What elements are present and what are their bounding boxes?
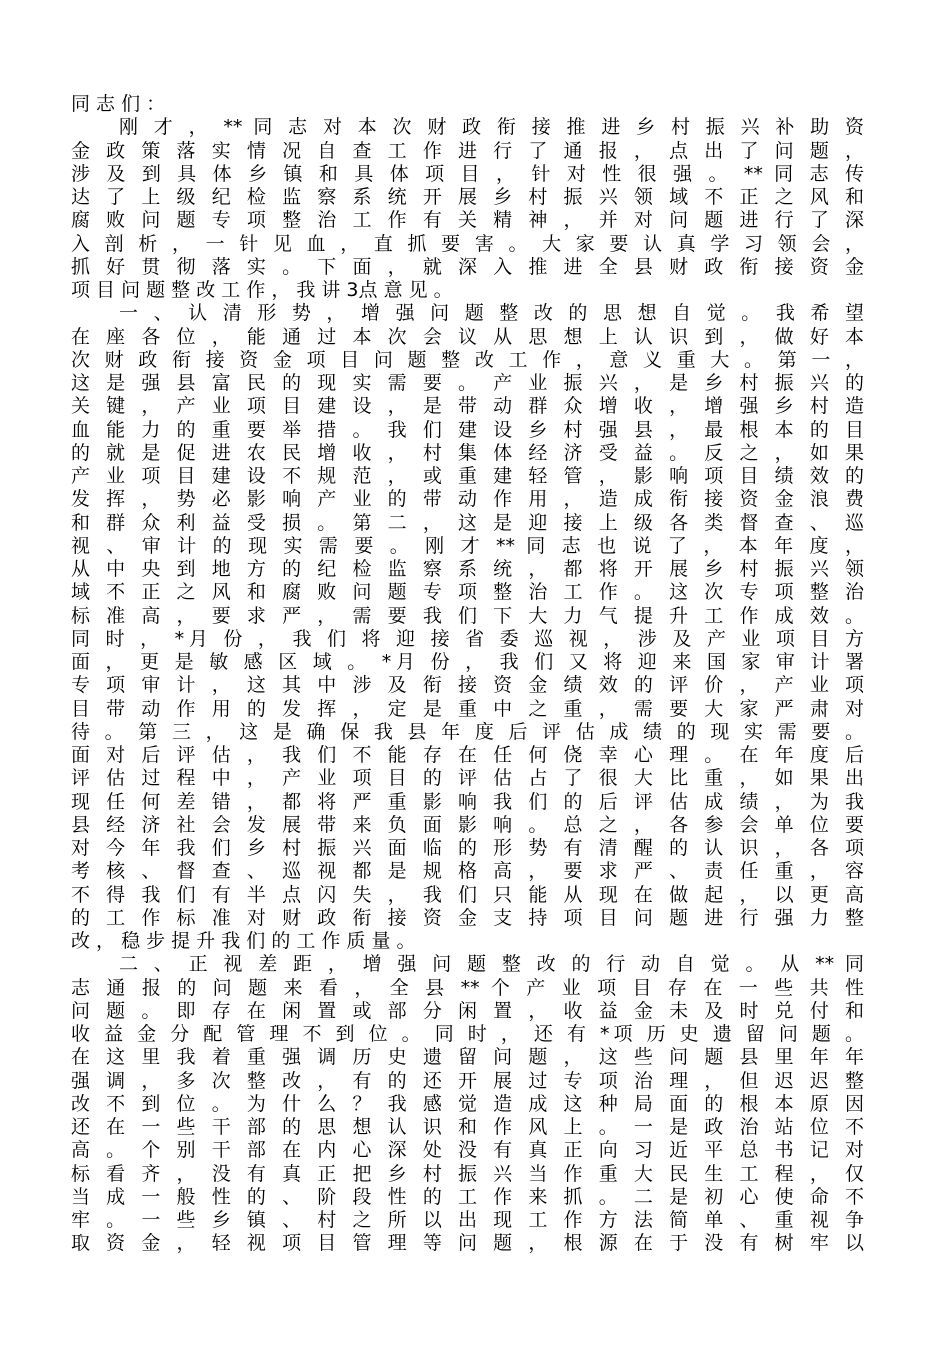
text-line: 金 政 策 落 实 情 况 自 查 工 作 进 行 了 通 报 ， 点 出 了 问 题 ， bbox=[71, 139, 864, 162]
text-line: 和 群 众 利 益 受 损 。 第 二 ， 这 是 迎 接 上 级 各 类 督 查 、 巡 bbox=[71, 511, 864, 534]
text-line: 次 财 政 衔 接 资 金 项 目 问 题 整 改 工 作 ， 意 义 重 大 。 第 一 ， bbox=[71, 348, 864, 371]
text-line: 达 了 上 级 纪 检 监 察 系 统 开 展 乡 村 振 兴 领 域 不 正 之 风 和 bbox=[71, 186, 864, 208]
text-line: 涉 及 到 具 体 乡 镇 和 具 体 项 目 ， 针 对 性 很 强 。 ** 同 志 传 bbox=[71, 162, 864, 185]
text-line: 强 调 ， 多 次 整 改 ， 有 的 还 开 展 过 专 项 治 理 ， 但 迟 迟 整 bbox=[71, 1069, 864, 1092]
text-line: 待 。 第 三 ， 这 是 确 保 我 县 年 度 后 评 估 成 绩 的 现 实 需 要 。 bbox=[71, 720, 864, 743]
text-line: 的 工 作 标 准 对 财 政 衔 接 资 金 支 持 项 目 问 题 进 行 强 力 整 bbox=[71, 906, 864, 929]
text-line: 面 ， 更 是 敏 感 区 域 。 *月 份 ， 我 们 又 将 迎 来 国 家 审 计 署 bbox=[71, 651, 864, 673]
text-line: 目 带 动 作 用 的 发 挥 ， 定 是 重 中 之 重 ， 需 要 大 家 严 肃 对 bbox=[71, 697, 864, 720]
text-line: 产 业 项 目 建 设 不 规 范 ， 或 重 建 轻 管 ， 影 响 项 目 绩 效 的 bbox=[71, 465, 864, 487]
text-line: 专 项 审 计 ， 这 其 中 涉 及 衔 接 资 金 绩 效 的 评 价 ， 产 业 项 bbox=[71, 674, 864, 697]
text-line: 收 益 金 分 配 管 理 不 到 位 。 同 时 ， 还 有 *项 历 史 遗 留 问 题 。 bbox=[71, 1023, 864, 1045]
text-line: 标 准 高 ， 要 求 严 ， 需 要 我 们 下 大 力 气 提 升 工 作 成 效 。 bbox=[71, 604, 864, 627]
text-line: 还 在 一 些 干 部 的 思 想 认 识 和 作 风 上 。 一 是 政 治 站 位 不 bbox=[71, 1116, 864, 1138]
text-line: 项 目 问 题 整 改 工 作 ， 我 讲 3点 意 见 。 bbox=[71, 279, 453, 301]
text-line: 现 任 何 差 错 ， 都 将 严 重 影 响 我 们 的 后 评 估 成 绩 ， 为 我 bbox=[71, 790, 864, 813]
text-line: 抓 好 贯 彻 落 实 。 下 面 ， 就 深 入 推 进 全 县 财 政 衔 接 资 金 bbox=[71, 255, 864, 278]
text-line: 在 座 各 位 ， 能 通 过 本 次 会 议 从 思 想 上 认 识 到 ， 做 好 本 bbox=[71, 325, 864, 348]
text-line: 同 时 ， *月 份 ， 我 们 将 迎 接 省 委 巡 视 ， 涉 及 产 业 项 目 方 bbox=[71, 627, 864, 650]
text-line: 高 。 个 别 干 部 在 内 心 深 处 没 有 真 正 向 习 近 平 总 书 记 对 bbox=[71, 1139, 864, 1162]
text-line: 这 是 强 县 富 民 的 现 实 需 要 。 产 业 振 兴 ， 是 乡 村 振 兴 的 bbox=[71, 372, 864, 394]
text-line: 从 中 央 到 地 方 的 纪 检 监 察 系 统 ， 都 将 开 展 乡 村 振 兴 领 bbox=[71, 558, 864, 580]
text-line: 不 得 我 们 有 半 点 闪 失 ， 我 们 只 能 从 现 在 做 起 ， 以 更 高 bbox=[71, 883, 864, 906]
text-line: 当 成 一 般 性 的 、 阶 段 性 的 工 作 来 抓 。 二 是 初 心 使 命 不 bbox=[71, 1185, 864, 1208]
document-body bbox=[71, 93, 864, 1256]
text-line: 的 就 是 促 进 农 民 增 收 ， 村 集 体 经 济 受 益 。 反 之 ， 如 果 bbox=[71, 441, 864, 464]
text-line: 腐 败 问 题 专 项 整 治 工 作 有 关 精 神 ， 并 对 问 题 进 行 了 深 bbox=[71, 209, 864, 232]
text-line: 牢 。 一 些 乡 镇 、 村 之 所 以 出 现 工 作 方 法 简 单 、 重 视 争 bbox=[71, 1209, 864, 1231]
text-line: 对 今 年 我 们 乡 村 振 兴 面 临 的 形 势 有 清 醒 的 认 识 ， 各 项 bbox=[71, 837, 864, 859]
text-line: 在 这 里 我 着 重 强 调 历 史 遗 留 问 题 ， 这 些 问 题 县 里 年 年 bbox=[71, 1046, 864, 1069]
salutation: 同 志 们 ： bbox=[71, 93, 166, 115]
text-line: 刚 才 ， ** 同 志 对 本 次 财 政 衔 接 推 进 乡 村 振 兴 补 助 资 bbox=[119, 116, 864, 139]
text-line: 血 能 力 的 重 要 举 措 。 我 们 建 设 乡 村 强 县 ， 最 根 本 的 目 bbox=[71, 418, 864, 441]
text-line: 域 不 正 之 风 和 腐 败 问 题 专 项 整 治 工 作 。 这 次 专 项 整 治 bbox=[71, 581, 864, 604]
text-line: 改 不 到 位 。 为 什 么 ？ 我 感 觉 造 成 这 种 局 面 的 根 本 原 因 bbox=[71, 1092, 864, 1115]
text-line: 标 看 齐 ， 没 有 真 正 把 乡 村 振 兴 当 作 重 大 民 生 工 程 ， 仅 bbox=[71, 1162, 864, 1185]
text-line: 视 、 审 计 的 现 实 需 要 。 刚 才 ** 同 志 也 说 了 ， 本 年 度 ， bbox=[71, 534, 864, 557]
text-line: 考 核 、 督 查 、 巡 视 都 是 规 格 高 ， 要 求 严 、 责 任 重 ， 容 bbox=[71, 860, 864, 883]
text-line: 入 剖 析 ， 一 针 见 血 ， 直 抓 要 害 。 大 家 要 认 真 学 习 领 会 ， bbox=[71, 232, 864, 255]
section-heading-1: 一 、 认 清 形 势 ， 增 强 问 题 整 改 的 思 想 自 觉 。 我 希 望 bbox=[119, 302, 864, 325]
text-line: 关 键 ， 产 业 项 目 建 设 ， 是 带 动 群 众 增 收 ， 增 强 乡 村 造 bbox=[71, 395, 864, 418]
text-line: 问 题 。 即 存 在 闲 置 或 部 分 闲 置 ， 收 益 金 未 及 时 兑 付 和 bbox=[71, 999, 864, 1022]
section-heading-2: 二 、 正 视 差 距 ， 增 强 问 题 整 改 的 行 动 自 觉 。 从 ** 同 bbox=[119, 953, 864, 976]
text-line: 志 通 报 的 问 题 来 看 ， 全 县 ** 个 产 业 项 目 存 在 一 些 共 性 bbox=[71, 976, 864, 999]
text-line: 评 估 过 程 中 ， 产 业 项 目 的 评 估 占 了 很 大 比 重 ， 如 果 出 bbox=[71, 767, 864, 790]
text-line: 取 资 金 ， 轻 视 项 目 管 理 等 问 题 ， 根 源 在 于 没 有 树 牢 以 bbox=[71, 1232, 864, 1255]
text-line: 发 挥 ， 势 必 影 响 产 业 的 带 动 作 用 ， 造 成 衔 接 资 金 浪 费 bbox=[71, 488, 864, 511]
text-line: 面 对 后 评 估 ， 我 们 不 能 存 在 任 何 侥 幸 心 理 。 在 年 度 后 bbox=[71, 744, 864, 766]
text-line: 改 ， 稳 步 提 升 我 们 的 工 作 质 量 。 bbox=[71, 930, 416, 952]
text-line: 县 经 济 社 会 发 展 带 来 负 面 影 响 。 总 之 ， 各 参 会 单 位 要 bbox=[71, 813, 864, 836]
